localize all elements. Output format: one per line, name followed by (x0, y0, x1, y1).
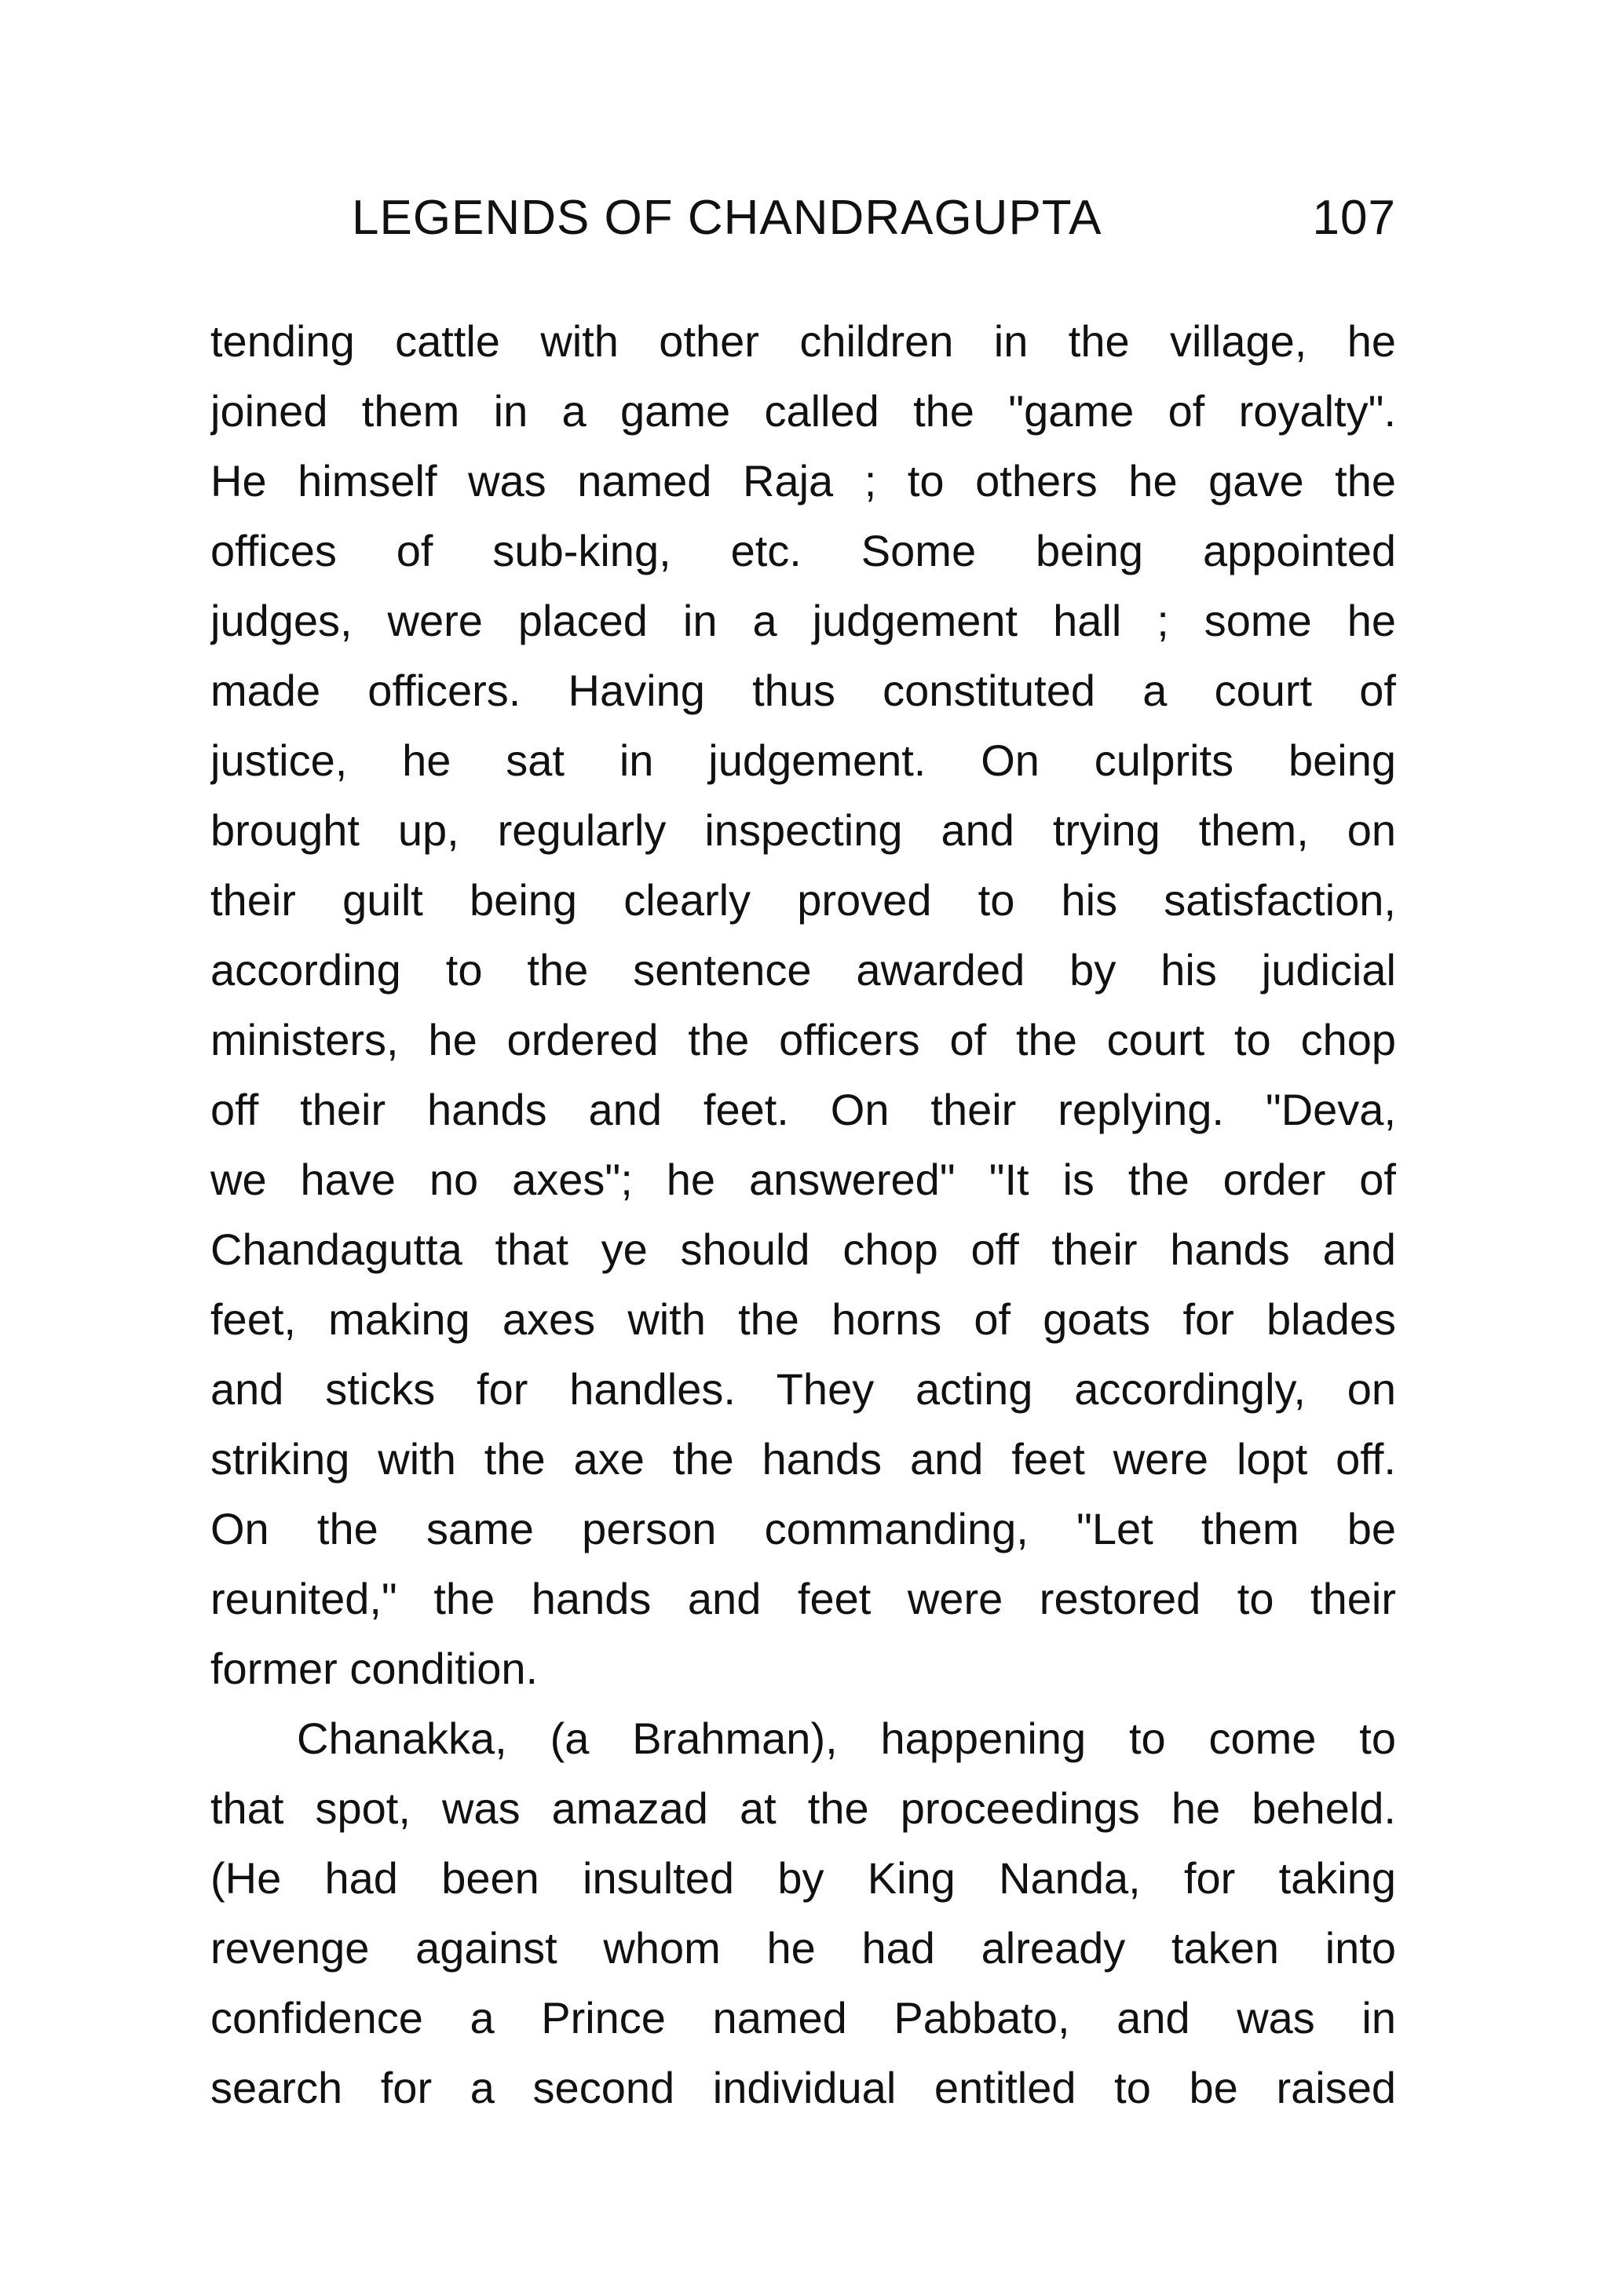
running-title: LEGENDS OF CHANDRAGUPTA (352, 190, 1102, 245)
text-line: that spot, was amazad at the proceedings he beheld. (210, 1783, 1396, 1833)
text-line: brought up, regularly inspecting and trying them, on (210, 805, 1396, 855)
text-line: search for a second individual entitled to be raised (210, 2063, 1396, 2112)
text-line: we have no axes"; he answered" "It is the order of (210, 1155, 1396, 1204)
text-line: striking with the axe the hands and feet were lopt off. (210, 1434, 1396, 1484)
text-line: On the same person commanding, "Let them be (210, 1504, 1396, 1553)
text-line: Chanakka, (a Brahman), happening to come to (297, 1714, 1396, 1763)
text-line: confidence a Prince named Pabbato, and was in (210, 1993, 1396, 2042)
text-line: former condition. (210, 1644, 539, 1693)
text-line: He himself was named Raja ; to others he gave the (210, 456, 1396, 506)
text-line: and sticks for handles. They acting accordingly, on (210, 1364, 1396, 1414)
text-line: off their hands and feet. On their replying. "Deva, (210, 1085, 1396, 1134)
text-line: revenge against whom he had already taken into (210, 1923, 1396, 1973)
text-line: according to the sentence awarded by his judicial (210, 945, 1396, 995)
text-line: offices of sub-king, etc. Some being appointed (210, 526, 1396, 575)
text-line: (He had been insulted by King Nanda, for taking (210, 1853, 1396, 1903)
text-line: Chandagutta that ye should chop off their hands and (210, 1225, 1396, 1274)
text-line: their guilt being clearly proved to his satisfaction, (210, 875, 1396, 925)
body-text (210, 306, 1396, 2123)
text-line: made officers. Having thus constituted a court of (210, 666, 1396, 715)
text-line: joined them in a game called the "game of royalty". (210, 386, 1396, 436)
text-line: reunited," the hands and feet were restored to their (210, 1574, 1396, 1623)
text-line: ministers, he ordered the officers of the court to chop (210, 1015, 1396, 1064)
text-line: tending cattle with other children in the village, he (210, 316, 1396, 366)
page-number: 107 (1312, 190, 1396, 245)
text-line: justice, he sat in judgement. On culprits being (210, 736, 1396, 785)
running-head (352, 182, 1396, 253)
text-line: feet, making axes with the horns of goats for blades (210, 1294, 1396, 1344)
text-line: judges, were placed in a judgement hall ; some he (210, 596, 1396, 645)
